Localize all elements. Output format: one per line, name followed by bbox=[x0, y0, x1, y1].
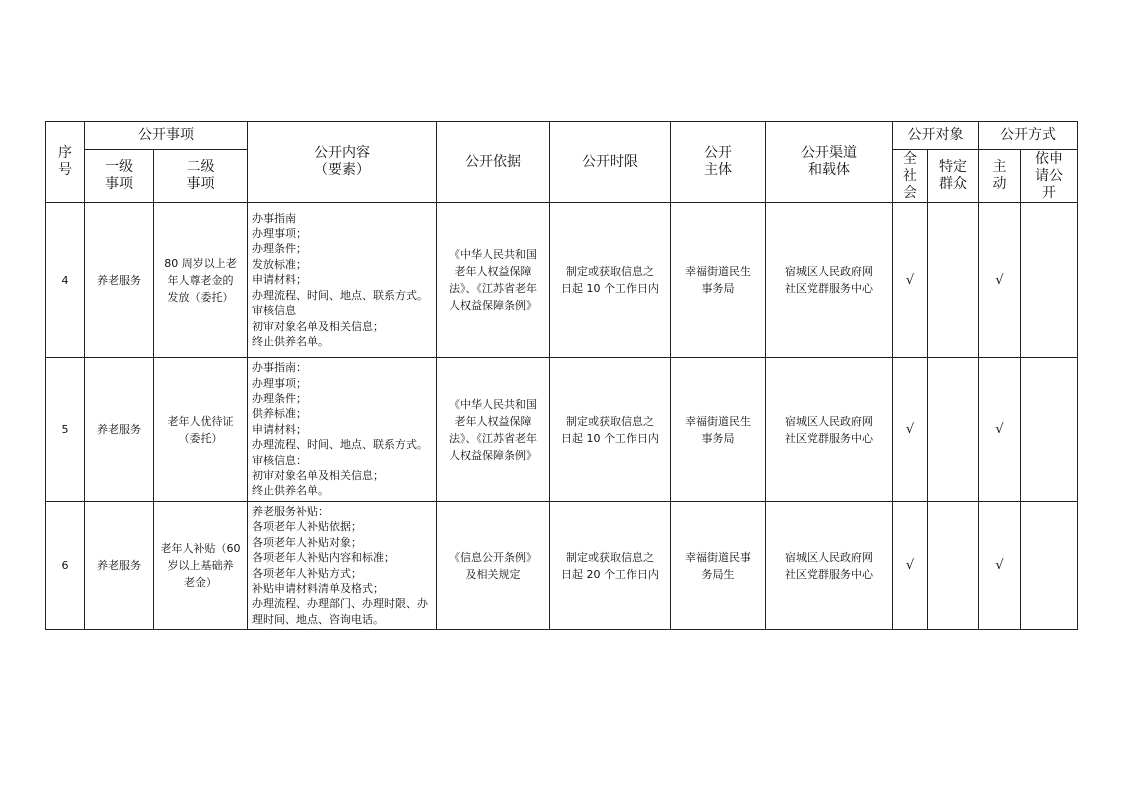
row-subject: 幸福街道民事 务局生 bbox=[671, 502, 766, 630]
header-channel: 公开渠道 和载体 bbox=[766, 122, 893, 203]
row-seq: 5 bbox=[46, 358, 85, 502]
table-row bbox=[46, 203, 1078, 358]
row-level2: 80 周岁以上老 年人尊老金的 发放（委托） bbox=[154, 203, 248, 358]
row-subject: 幸福街道民生 事务局 bbox=[671, 203, 766, 358]
header-method-group: 公开方式 bbox=[979, 122, 1078, 150]
row-active-check: √ bbox=[979, 502, 1021, 630]
header-item-group: 公开事项 bbox=[85, 122, 248, 150]
header-seq: 序 号 bbox=[46, 122, 85, 203]
row-level2: 老年人优待证 （委托） bbox=[154, 358, 248, 502]
row-level2: 老年人补贴（60 岁以上基础养 老金） bbox=[154, 502, 248, 630]
row-time-limit: 制定或获取信息之 日起 20 个工作日内 bbox=[550, 502, 671, 630]
row-level1: 养老服务 bbox=[85, 203, 154, 358]
row-on-request-check bbox=[1021, 203, 1078, 358]
row-active-check: √ bbox=[979, 203, 1021, 358]
row-all-public-check: √ bbox=[893, 502, 928, 630]
row-basis: 《中华人民共和国 老年人权益保障 法》、《江苏省老年 人权益保障条例》 bbox=[437, 203, 550, 358]
header-content: 公开内容 （要素） bbox=[248, 122, 437, 203]
header-subject: 公开 主体 bbox=[671, 122, 766, 203]
row-basis: 《信息公开条例》 及相关规定 bbox=[437, 502, 550, 630]
row-seq: 4 bbox=[46, 203, 85, 358]
row-level1: 养老服务 bbox=[85, 502, 154, 630]
row-subject: 幸福街道民生 事务局 bbox=[671, 358, 766, 502]
row-channel: 宿城区人民政府网 社区党群服务中心 bbox=[766, 358, 893, 502]
table-row bbox=[46, 358, 1078, 502]
row-channel: 宿城区人民政府网 社区党群服务中心 bbox=[766, 203, 893, 358]
row-time-limit: 制定或获取信息之 日起 10 个工作日内 bbox=[550, 203, 671, 358]
header-method-active: 主 动 bbox=[979, 150, 1021, 203]
header-level1: 一级 事项 bbox=[85, 150, 154, 203]
header-level2: 二级 事项 bbox=[154, 150, 248, 203]
row-content: 办事指南 办理事项； 办理条件； 发放标准； 申请材料； 办理流程、时间、地点、联系方式。 审核信息 初审对象名单及相关信息； 终止供养名单。 bbox=[248, 203, 437, 358]
row-content: 办事指南： 办理事项； 办理条件； 供养标准； 申请材料； 办理流程、时间、地点、联系方式。 审核信息： 初审对象名单及相关信息； 终止供养名单。 bbox=[248, 358, 437, 502]
row-specific-check bbox=[928, 502, 979, 630]
header-audience-all: 全 社 会 bbox=[893, 150, 928, 203]
table-row bbox=[46, 502, 1078, 630]
header-audience-group: 公开对象 bbox=[893, 122, 979, 150]
header-method-request: 依申 请公 开 bbox=[1021, 150, 1078, 203]
row-all-public-check: √ bbox=[893, 203, 928, 358]
row-specific-check bbox=[928, 358, 979, 502]
row-level1: 养老服务 bbox=[85, 358, 154, 502]
disclosure-table bbox=[45, 121, 1078, 630]
row-all-public-check: √ bbox=[893, 358, 928, 502]
header-basis: 公开依据 bbox=[437, 122, 550, 203]
row-specific-check bbox=[928, 203, 979, 358]
row-on-request-check bbox=[1021, 502, 1078, 630]
row-channel: 宿城区人民政府网 社区党群服务中心 bbox=[766, 502, 893, 630]
header-audience-specific: 特定 群众 bbox=[928, 150, 979, 203]
row-seq: 6 bbox=[46, 502, 85, 630]
row-on-request-check bbox=[1021, 358, 1078, 502]
row-active-check: √ bbox=[979, 358, 1021, 502]
row-content: 养老服务补贴： 各项老年人补贴依据； 各项老年人补贴对象； 各项老年人补贴内容和标准； 各项老年人补贴方式； 补贴申请材料清单及格式； 办理流程、办理部门、办理时限、办理时间、地点、咨询电话。 bbox=[248, 502, 437, 630]
row-basis: 《中华人民共和国 老年人权益保障 法》、《江苏省老年 人权益保障条例》 bbox=[437, 358, 550, 502]
header-time-limit: 公开时限 bbox=[550, 122, 671, 203]
row-time-limit: 制定或获取信息之 日起 10 个工作日内 bbox=[550, 358, 671, 502]
